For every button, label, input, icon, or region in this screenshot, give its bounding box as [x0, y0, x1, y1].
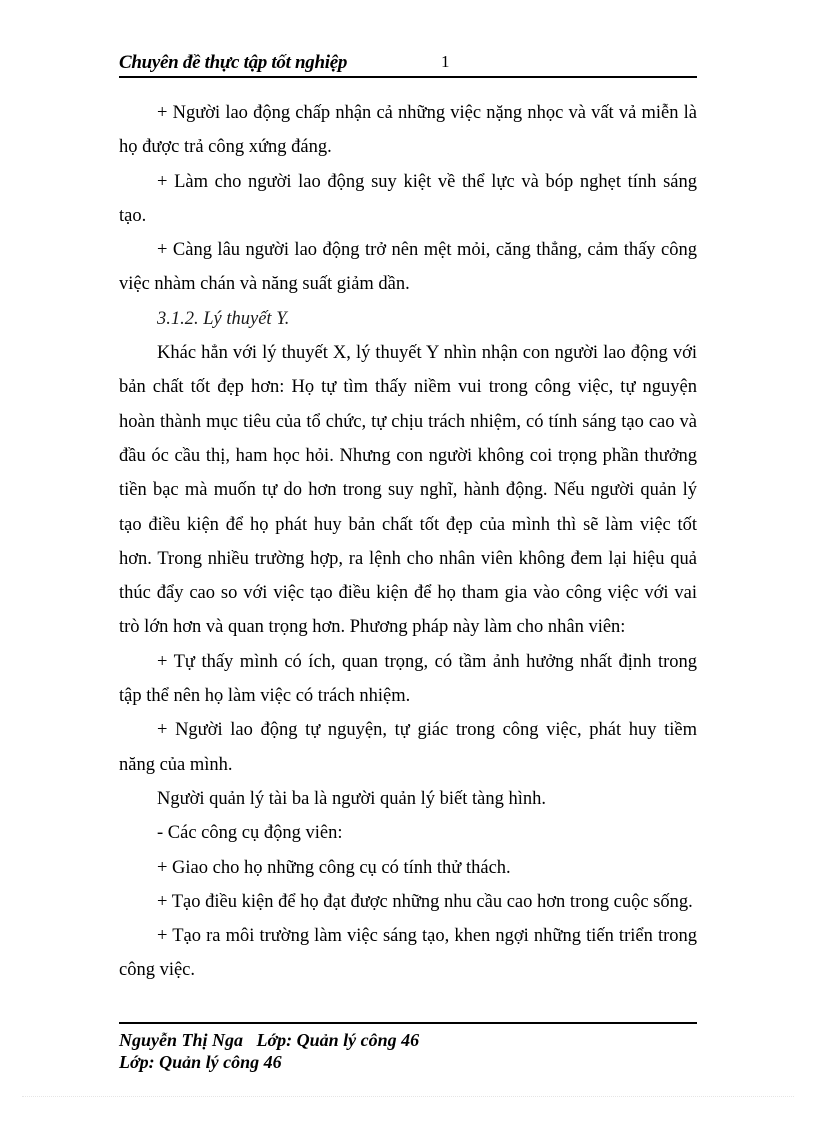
- paragraph: + Giao cho họ những công cụ có tính thử thách.: [157, 857, 511, 878]
- paragraph: Người quản lý tài ba là người quản lý biết tàng hình.: [157, 788, 546, 809]
- paragraph: + Càng lâu người lao động trở nên mệt mỏi, căng thẳng, cảm thấy công việc nhàm chán và năng suất giảm dần.: [119, 240, 697, 295]
- paragraph: - Các công cụ động viên:: [157, 823, 343, 844]
- paragraph: + Tự thấy mình có ích, quan trọng, có tầm ảnh hưởng nhất định trong tập thể nên họ làm việc có trách nhiệm.: [119, 651, 697, 707]
- page-bottom-divider: [22, 1096, 794, 1097]
- footer-author-line: Nguyễn Thị Nga Lớp: Quản lý công 46: [119, 1030, 420, 1050]
- page-number: 1: [441, 52, 450, 71]
- header-title: Chuyên đề thực tập tốt nghiệp: [119, 52, 348, 73]
- document-body: [119, 96, 697, 988]
- paragraph: + Người lao động tự nguyện, tự giác trong công việc, phát huy tiềm năng của mình.: [119, 720, 697, 775]
- footer-class-line: Lớp: Quản lý công 46: [119, 1052, 282, 1072]
- page-footer: [119, 1022, 697, 1073]
- paragraph: + Làm cho người lao động suy kiệt về thể lực và bóp nghẹt tính sáng tạo.: [119, 171, 697, 226]
- paragraph: + Tạo điều kiện để họ đạt được những nhu cầu cao hơn trong cuộc sống.: [157, 891, 693, 912]
- paragraph: Khác hẳn với lý thuyết X, lý thuyết Y nhìn nhận con người lao động với bản chất tốt đẹp hơn: Họ tự tìm thấy niềm vui trong công việc, tự nguyện hoàn thành mục tiêu của tổ chức, tự chịu trách nhiệm, có tính sáng tạo cao và đầu óc cầu thị, ham học hỏi. Nhưng con người không coi trọng phần thưởng tiền bạc mà muốn tự do hơn trong suy nghĩ, hành động. Nếu người quản lý tạo điều kiện để họ phát huy bản chất tốt đẹp của mình thì sẽ làm việc tốt hơn. Trong nhiều trường hợp, ra lệnh cho nhân viên không đem lại hiệu quả thúc đẩy cao so với việc tạo điều kiện để họ tham gia vào công việc với vai trò lớn hơn và quan trọng hơn. Phương pháp này làm cho nhân viên:: [119, 343, 697, 638]
- section-heading: 3.1.2. Lý thuyết Y.: [157, 308, 290, 329]
- paragraph: + Tạo ra môi trường làm việc sáng tạo, khen ngợi những tiến triển trong công việc.: [119, 926, 697, 981]
- paragraph: + Người lao động chấp nhận cả những việc nặng nhọc và vất vả miễn là họ được trả công xứng đáng.: [119, 103, 697, 158]
- page-header: [119, 50, 697, 78]
